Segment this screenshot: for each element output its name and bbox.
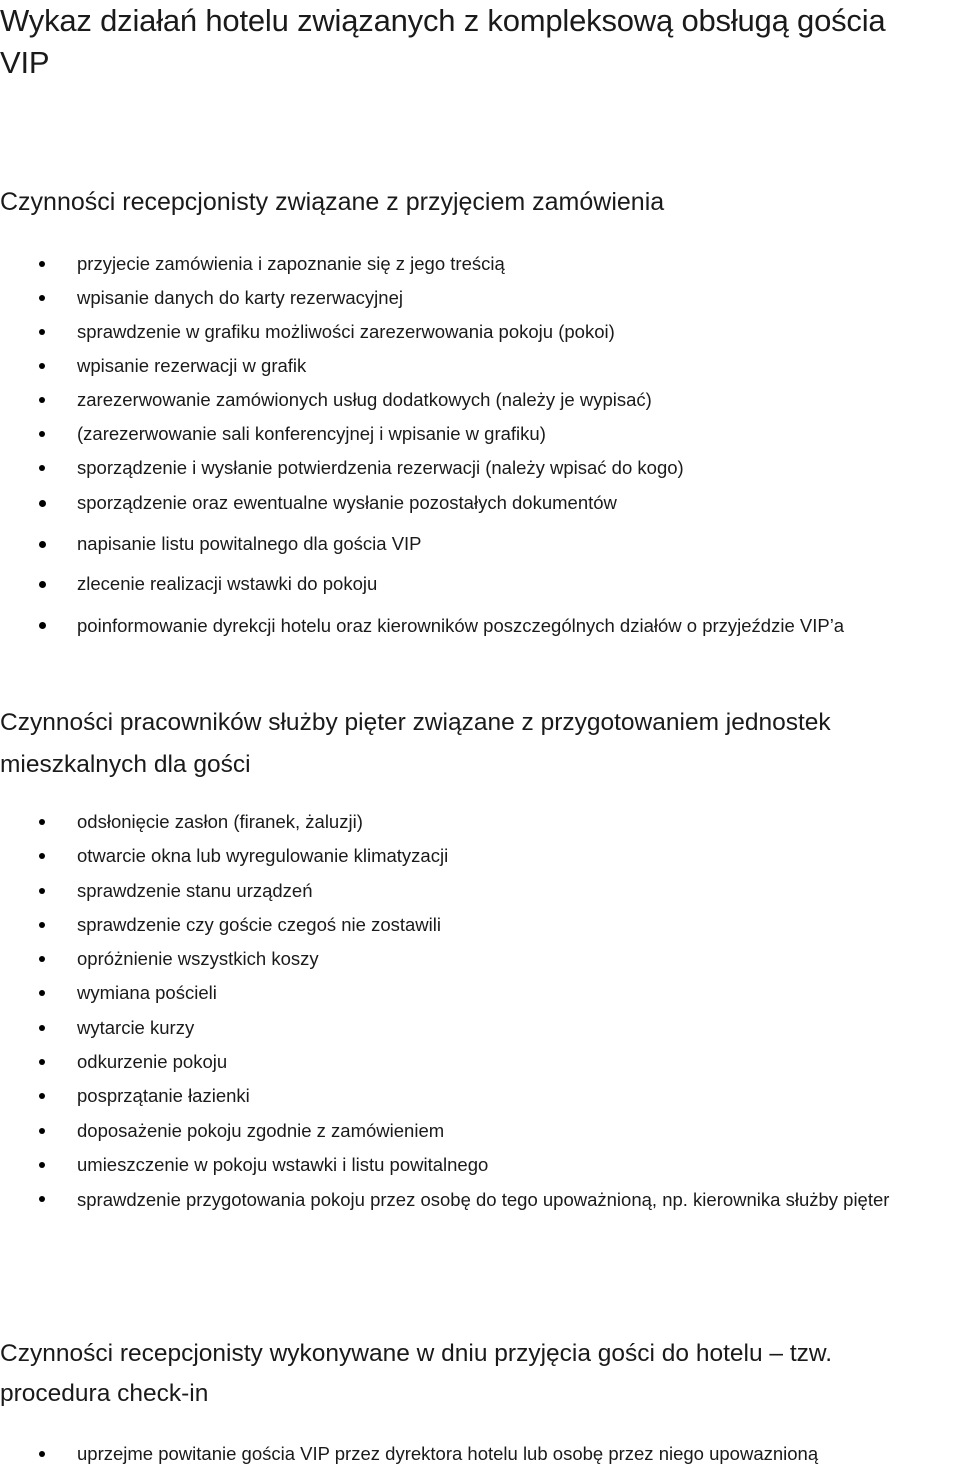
list-item-text: otwarcie okna lub wyregulowanie klimatyzacji [77, 845, 449, 867]
bullet-icon [39, 500, 46, 507]
list-item-text: sprawdzenie przygotowania pokoju przez osobę do tego upoważnioną, np. kierownika służby pięter [77, 1189, 890, 1211]
list-item-text: sprawdzenie w grafiku możliwości zarezerwowania pokoju (pokoi) [77, 321, 615, 342]
bullet-icon [39, 329, 45, 335]
list-item [0, 909, 940, 943]
section-heading-check-in: Czynności recepcjonisty wykonywane w dniu przyjęcia gości do hotelu – tzw. procedura check-in [0, 1340, 833, 1407]
bullet-icon [39, 888, 45, 894]
bullet-icon [39, 1451, 45, 1457]
list-item-text: odsłonięcie zasłon (firanek, żaluzji) [77, 811, 363, 832]
list-item-text: wpisanie rezerwacji w grafik [77, 355, 307, 376]
list-item-text: umieszczenie w pokoju wstawki i listu powitalnego [77, 1153, 489, 1175]
bullet-icon [39, 990, 45, 996]
list-item [0, 283, 940, 317]
list-item-text: sporządzenie i wysłanie potwierdzenia rezerwacji (należy wpisać do kogo) [77, 457, 684, 478]
list-item [0, 1438, 940, 1470]
bullet-icon [39, 1093, 45, 1099]
bullet-icon [39, 431, 45, 437]
list-item-text: sprawdzenie stanu urządzeń [77, 879, 313, 901]
bullet-icon [39, 295, 45, 301]
bullet-icon [39, 1196, 45, 1202]
list-item [0, 943, 940, 977]
list-item-text: wpisanie danych do karty rezerwacyjnej [77, 287, 403, 308]
list-item [0, 840, 940, 874]
section-heading-reception-order: Czynności recepcjonisty związane z przyjęciem zamówienia [0, 188, 665, 216]
list-item [0, 875, 940, 909]
list-item-text: wytarcie kurzy [77, 1016, 195, 1038]
list-item-text: (zarezerwowanie sali konferencyjnej i wpisanie w grafiku) [77, 423, 546, 444]
list-item [0, 453, 940, 487]
bullet-icon [39, 465, 45, 471]
list-item [0, 1149, 940, 1183]
list-item [0, 609, 940, 643]
list-item [0, 487, 940, 528]
list-item [0, 528, 940, 569]
bullet-icon [39, 581, 46, 588]
bullet-icon [39, 956, 45, 962]
list-item-text: opróżnienie wszystkich koszy [77, 948, 319, 970]
bullet-icon [39, 819, 45, 825]
bullet-icon [39, 363, 45, 369]
list-item-text: doposażenie pokoju zgodnie z zamówieniem [77, 1119, 445, 1141]
bullet-icon [39, 1059, 45, 1065]
list-item [0, 568, 940, 609]
list-item-text: posprzątanie łazienki [77, 1085, 250, 1107]
bullet-icon [39, 261, 45, 267]
list-item-text: sprawdzenie czy goście czegoś nie zostawili [77, 913, 442, 935]
list-item-text: przyjecie zamówienia i zapoznanie się z jego treścią [77, 253, 505, 274]
list-item-text: odkurzenie pokoju [77, 1051, 228, 1073]
bullet-icon [39, 1025, 45, 1031]
list-item [0, 351, 940, 385]
section-heading-housekeeping: Czynności pracowników służby pięter związane z przygotowaniem jednostek mieszkalnych dla gości [0, 709, 831, 778]
bullet-icon [39, 1128, 45, 1134]
list-item-text: poinformowanie dyrekcji hotelu oraz kierowników poszczególnych działów o przyjeździe VIP’a [77, 614, 845, 636]
list-item [0, 1012, 940, 1046]
list-item-text: wymiana pościeli [77, 982, 217, 1004]
bullet-icon [39, 1162, 45, 1168]
reception-order-list [0, 249, 940, 643]
list-item-text: sporządzenie oraz ewentualne wysłanie pozostałych dokumentów [77, 492, 617, 513]
document-title: Wykaz działań hotelu związanych z kompleksową obsługą gościa VIP [0, 3, 886, 80]
list-item-text: zlecenie realizacji wstawki do pokoju [77, 573, 378, 594]
list-item-text: napisanie listu powitalnego dla gościa VIP [77, 532, 422, 554]
list-item [0, 419, 940, 453]
bullet-icon [39, 541, 46, 548]
check-in-list [0, 1438, 940, 1470]
list-item [0, 249, 940, 283]
list-item [0, 977, 940, 1011]
list-item [0, 317, 940, 351]
bullet-icon [39, 397, 45, 403]
list-item [0, 385, 940, 419]
list-item [0, 1046, 940, 1080]
list-item [0, 806, 940, 840]
housekeeping-list [0, 806, 940, 1217]
list-item [0, 1115, 940, 1149]
bullet-icon [39, 622, 46, 629]
bullet-icon [39, 853, 45, 859]
bullet-icon [39, 922, 45, 928]
list-item [0, 1183, 940, 1217]
list-item [0, 1080, 940, 1114]
list-item-text: zarezerwowanie zamówionych usług dodatkowych (należy je wypisać) [77, 389, 652, 410]
list-item-text: uprzejme powitanie gościa VIP przez dyrektora hotelu lub osobę przez niego upowaznioną [77, 1443, 819, 1464]
